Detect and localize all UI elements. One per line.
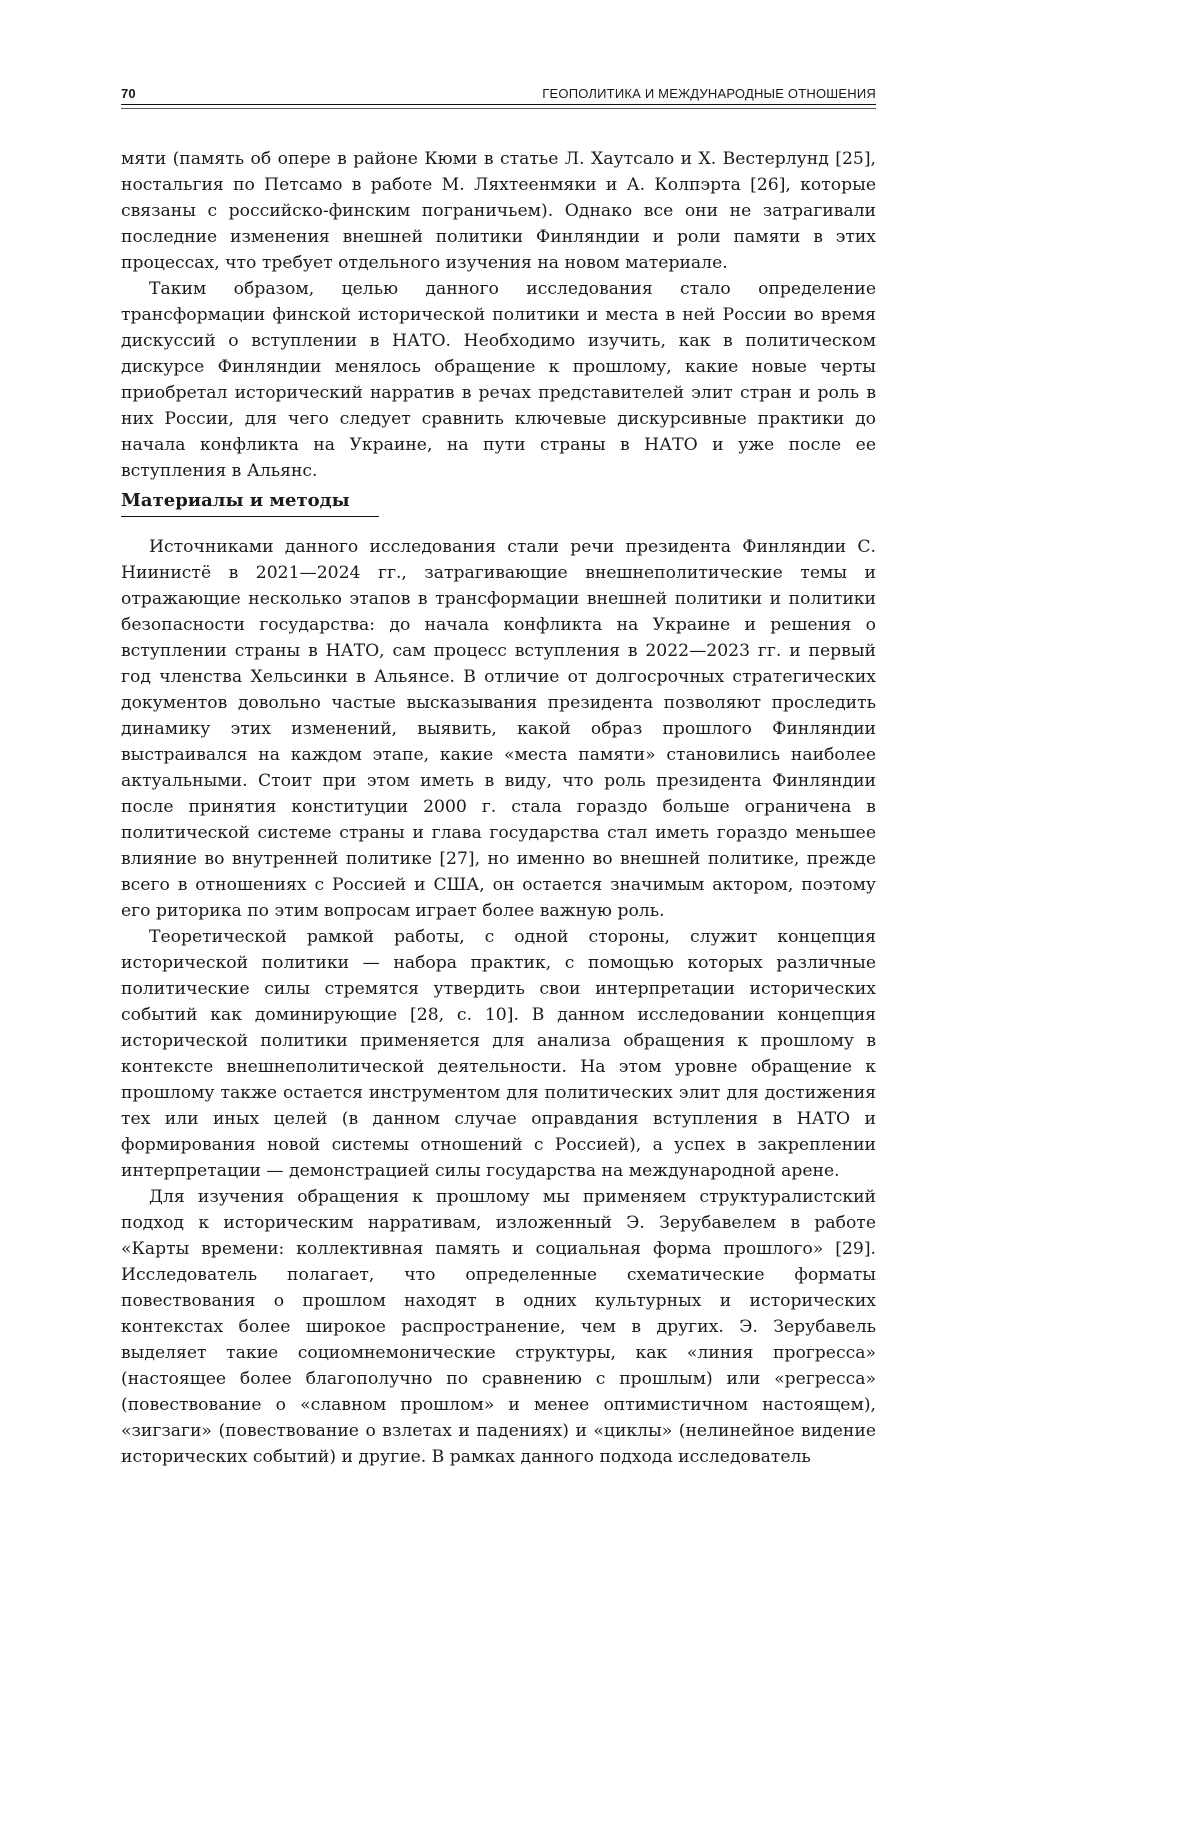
paragraph-research-aim: Таким образом, целью данного исследования стало определение трансформации финской исторической политики и места в ней России во время дискуссий о вступлении в НАТО. Необходимо изучить, как в политическом дискурсе Финляндии менялось обращение к прошлому, какие новые черты приобретал исторический нарратив в речах представителей элит стран и роль в них России, для чего следует сравнить ключевые дискурсивные практики до начала конфликта на Украине, на пути страны в НАТО и уже после ее вступления в Альянс. <box>121 279 876 481</box>
body-text-top <box>121 146 876 484</box>
running-title: ГЕОПОЛИТИКА И МЕЖДУНАРОДНЫЕ ОТНОШЕНИЯ <box>542 86 876 101</box>
paragraph-theoretical-framework: Теоретической рамкой работы, с одной стороны, служит концепция исторической политики — набора практик, с помощью которых различные политические силы стремятся утвердить свои интерпретации исторических событий как доминирующие [28, с. 10]. В данном исследовании концепция исторической политики применяется для анализа обращения к прошлому в контексте внешнеполитической деятельности. На этом уровне обращение к прошлому также остается инструментом для политических элит для достижения тех или иных целей (в данном случае оправдания вступления в НАТО и формирования новой системы отношений с Россией), а успех в закреплении интерпретации — демонстрацией силы государства на международной арене. <box>121 927 876 1181</box>
header-rule-thin <box>121 108 876 109</box>
page-number: 70 <box>121 86 136 101</box>
header-rule <box>121 104 876 105</box>
paragraph-sources: Источниками данного исследования стали речи президента Финляндии С. Ниинистё в 2021—2024 гг., затрагивающие внешнеполитические темы и отражающие несколько этапов в трансформации внешней политики и политики безопасности государства: до начала конфликта на Украине и решения о вступлении страны в НАТО, сам процесс вступления в 2022—2023 гг. и первый год членства Хельсинки в Альянсе. В отличие от долгосрочных стратегических документов довольно частые высказывания президента позволяют проследить динамику этих изменений, выявить, какой образ прошлого Финляндии выстраивался на каждом этапе, какие «места памяти» становились наиболее актуальными. Стоит при этом иметь в виду, что роль президента Финляндии после принятия конституции 2000 г. стала гораздо больше ограничена в политической системе страны и глава государства стал иметь гораздо меньшее влияние во внутренней политике [27], но именно во внешней политике, прежде всего в отношениях с Россией и США, он остается значимым актором, поэтому его риторика по этим вопросам играет более важную роль. <box>121 537 876 921</box>
paragraph-continued: мяти (память об опере в районе Кюми в статье Л. Хаутсало и Х. Вестерлунд [25], ностальгия по Петсамо в работе М. Ляхтеенмяки и А. Колпэрта [26], которые связаны с российско-финским пограничьем). Однако все они не затрагивали последние изменения внешней политики Финляндии и роли памяти в этих процессах, что требует отдельного изучения на новом материале. <box>121 149 876 273</box>
section-heading: Материалы и методы <box>121 490 350 511</box>
section-heading-underline <box>121 516 379 517</box>
page-header <box>121 86 876 108</box>
body-text-methods <box>121 534 876 1470</box>
paragraph-structuralist-approach: Для изучения обращения к прошлому мы применяем структуралистский подход к историческим нарративам, изложенный Э. Зерубавелем в работе «Карты времени: коллективная память и социальная форма прошлого» [29]. Исследователь полагает, что определенные схематические форматы повествования о прошлом находят в одних культурных и исторических контекстах более широкое распространение, чем в других. Э. Зерубавель выделяет такие социомнемонические структуры, как «линия прогресса» (настоящее более благополучно по сравнению с прошлым) или «регресса» (повествование о «славном прошлом» и менее оптимистичном настоящем), «зигзаги» (повествование о взлетах и падениях) и «циклы» (нелинейное видение исторических событий) и другие. В рамках данного подхода исследователь <box>121 1187 876 1467</box>
